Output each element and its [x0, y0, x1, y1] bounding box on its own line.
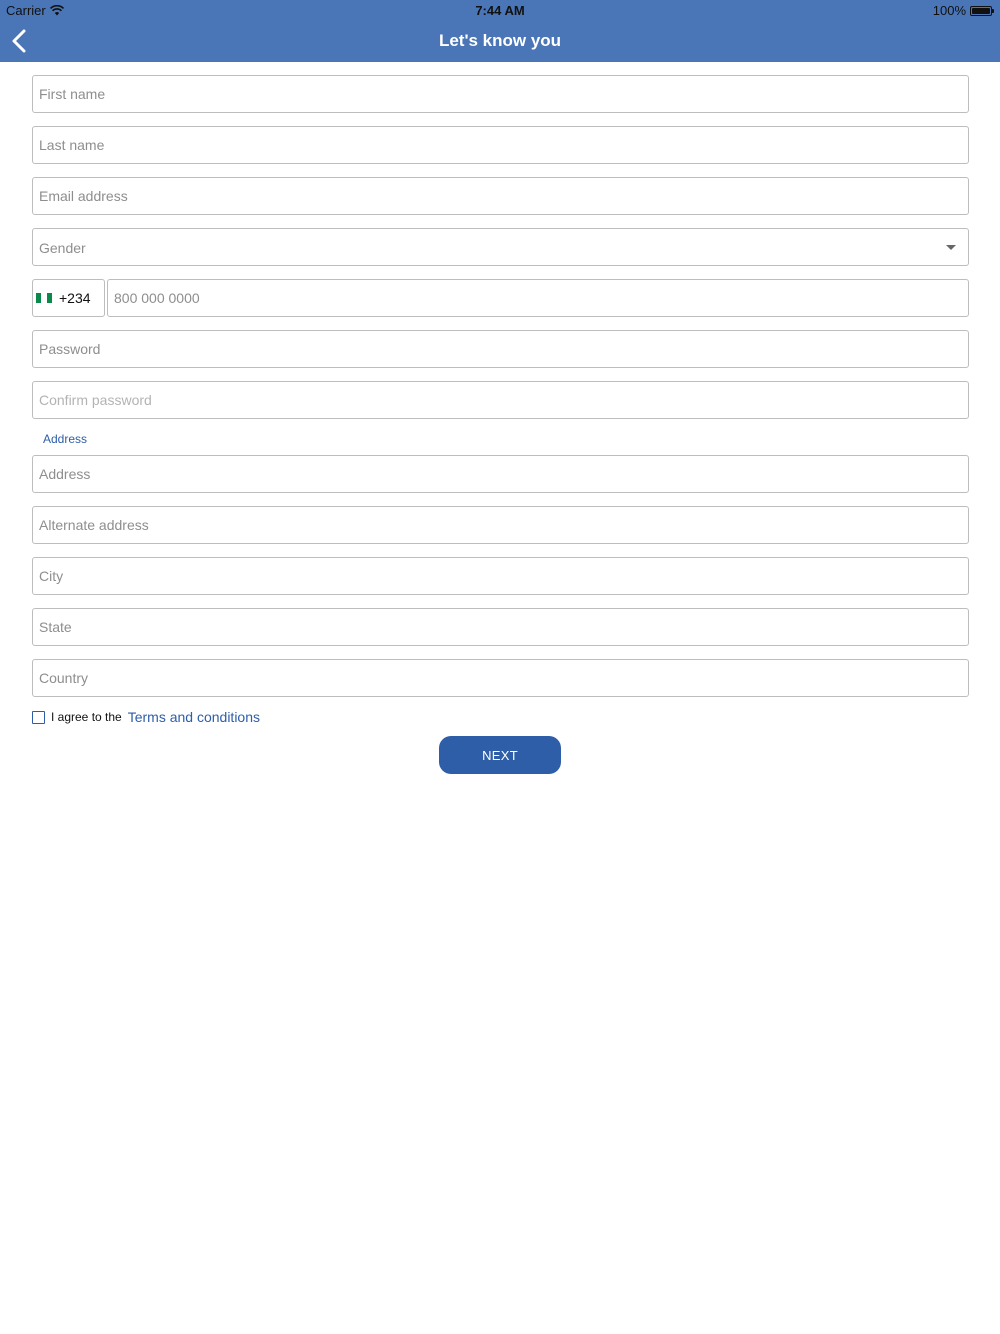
country-code-picker[interactable] — [32, 279, 105, 317]
alternate-address-field[interactable] — [33, 507, 968, 543]
address-section-label: Address — [43, 432, 88, 446]
terms-row — [32, 709, 260, 725]
first-name-field-box — [32, 75, 969, 113]
status-bar — [0, 0, 1000, 22]
city-field[interactable] — [33, 558, 968, 594]
nigeria-flag-icon — [36, 293, 52, 303]
terms-prefix: I agree to the — [51, 710, 122, 724]
state-field-box — [32, 608, 969, 646]
terms-link[interactable]: Terms and conditions — [127, 709, 261, 725]
state-field[interactable] — [33, 609, 968, 645]
alternate-address-field-box — [32, 506, 969, 544]
last-name-field[interactable] — [33, 127, 968, 163]
gender-select[interactable] — [32, 228, 969, 266]
city-field-box — [32, 557, 969, 595]
confirm-password-field[interactable] — [33, 382, 968, 418]
confirm-password-field-box — [32, 381, 969, 419]
email-field[interactable] — [33, 178, 968, 214]
country-code-label: +234 — [59, 290, 91, 306]
battery-icon — [970, 6, 992, 16]
address-field[interactable] — [33, 456, 968, 492]
password-field-box — [32, 330, 969, 368]
phone-field-box — [107, 279, 969, 317]
next-button[interactable]: NEXT — [439, 736, 561, 774]
phone-field[interactable] — [108, 280, 968, 316]
country-field-box — [32, 659, 969, 697]
registration-form — [32, 75, 969, 710]
status-battery — [933, 3, 992, 18]
carrier-label: Carrier — [6, 3, 46, 18]
address-field-box — [32, 455, 969, 493]
app-header — [0, 0, 1000, 62]
phone-row — [32, 279, 969, 317]
page-title: Let's know you — [438, 31, 562, 50]
terms-checkbox[interactable] — [32, 711, 45, 724]
first-name-field[interactable] — [33, 76, 968, 112]
email-field-box — [32, 177, 969, 215]
country-field[interactable] — [33, 660, 968, 696]
caret-down-icon — [946, 245, 956, 250]
gender-select-value: Gender — [39, 240, 86, 256]
last-name-field-box — [32, 126, 969, 164]
password-field[interactable] — [33, 331, 968, 367]
battery-percent: 100% — [932, 3, 966, 18]
status-time: 7:44 AM — [475, 3, 525, 18]
